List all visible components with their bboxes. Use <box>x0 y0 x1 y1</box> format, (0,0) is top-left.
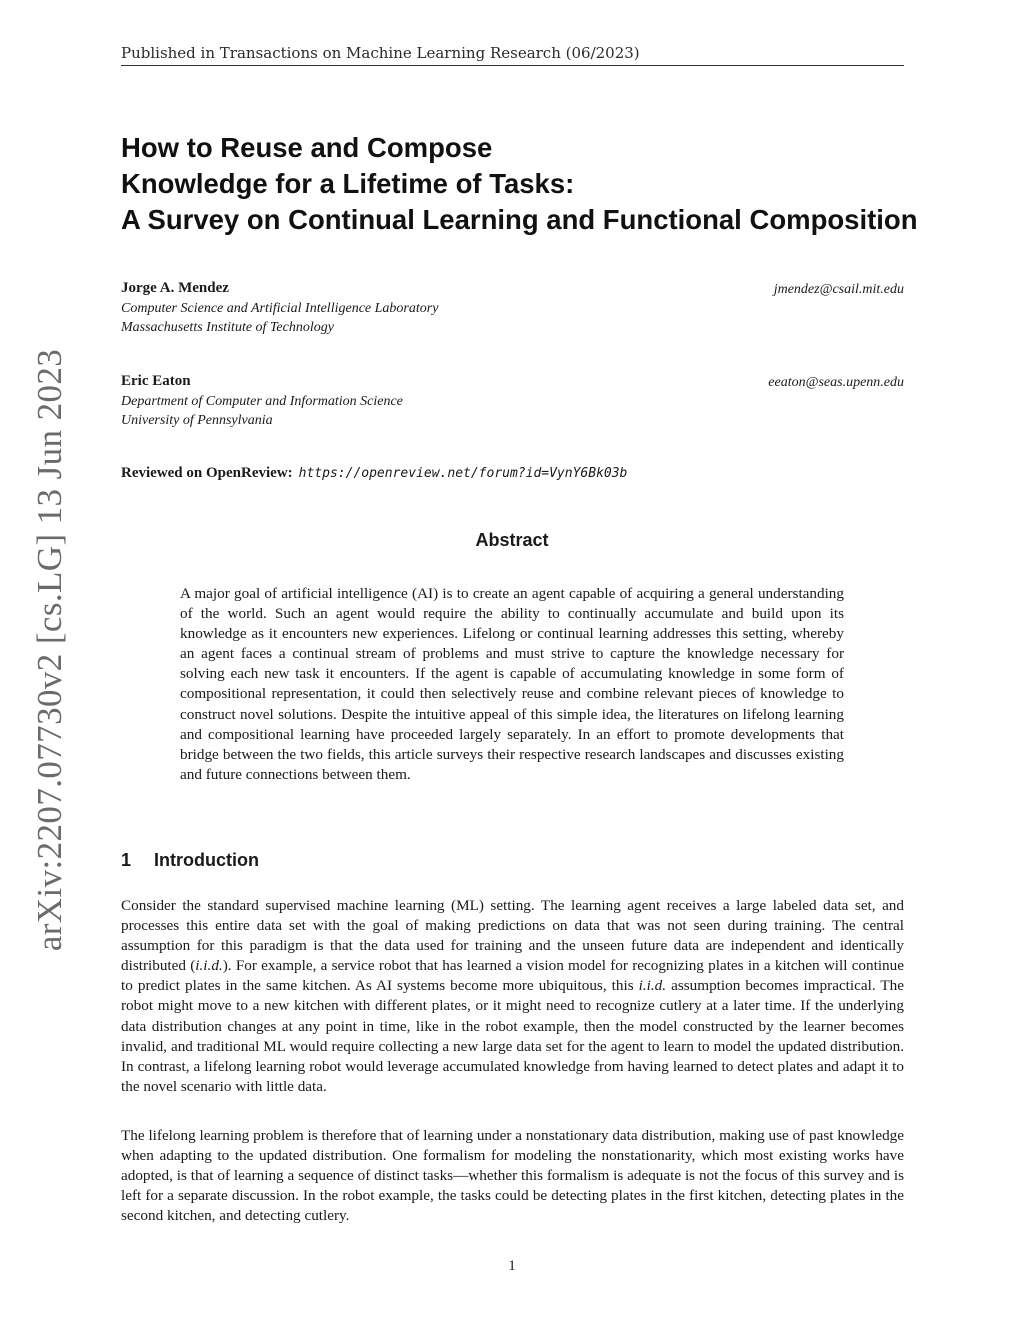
author-name: Jorge A. Mendez <box>121 280 229 296</box>
affiliation-line: Computer Science and Artificial Intelligence Laboratory <box>121 301 439 316</box>
affiliation-line: Department of Computer and Information Science <box>121 394 403 409</box>
running-header: Published in Transactions on Machine Learning Research (06/2023) <box>121 44 640 62</box>
author-email[interactable]: eeaton@seas.upenn.edu <box>768 375 904 390</box>
abstract-heading: Abstract <box>475 530 549 550</box>
author-affiliation <box>121 299 438 337</box>
author-affiliation <box>121 392 403 430</box>
paragraph-text: Consider the standard supervised machine learning (ML) setting. The learning agent receives a large labeled data set, and processes this entire data set with the goal of making predictions on data that was not seen during training. The central assumption for this paradigm is that the data used for training and the unseen future data are independent and identically distributed ( <box>121 897 904 975</box>
title-line-2: Knowledge for a Lifetime of Tasks: <box>121 168 575 199</box>
author-email[interactable]: jmendez@csail.mit.edu <box>773 282 904 297</box>
author-name: Eric Eaton <box>121 373 191 389</box>
paragraph-text: assumption becomes impractical. The robot might move to a new kitchen with different plates, or it might need to recognize cutlery at a later time. If the underlying data distribution changes at any point in time, like in the robot example, then the model constructed by the learner becomes invalid, and traditional ML would require collecting a new large data set for the agent to learn to model the updated distribution. In contrast, a lifelong learning robot would leverage accumulated knowledge from having learned to detect plates and adapt it to the novel scenario with little data. <box>121 977 904 1095</box>
affiliation-line: Massachusetts Institute of Technology <box>121 320 334 335</box>
paragraph-text: ). For example, a service robot that has learned a vision model for recognizing plates in a kitchen will continue to predict plates in the same kitchen. As AI systems become more ubiquitous, this <box>121 957 904 995</box>
arxiv-identifier-stamp: arXiv:2207.07730v2 [cs.LG] 13 Jun 2023 <box>30 348 69 952</box>
section-title: Introduction <box>154 850 259 870</box>
header-rule <box>121 65 904 66</box>
affiliation-line: University of Pennsylvania <box>121 413 273 428</box>
page-number: 1 <box>508 1258 516 1274</box>
review-info <box>121 465 627 482</box>
italic-term: i.i.d. <box>195 957 223 975</box>
italic-term: i.i.d. <box>638 977 667 995</box>
paragraph: The lifelong learning problem is therefore that of learning under a nonstationary data distribution, making use of past knowledge when adapting to the updated distribution. One formalism for modeling the nonstationarity, which most existing works have adopted, is that of learning a sequence of distinct tasks—whether this formalism is adequate is not the focus of this survey and is left for a separate discussion. In the robot example, the tasks could be detecting plates in the first kitchen, detecting plates in the second kitchen, and detecting cutlery. <box>121 1127 904 1225</box>
review-label: Reviewed on OpenReview: <box>121 465 293 481</box>
paper-title <box>121 130 921 238</box>
section-number: 1 <box>121 850 132 870</box>
openreview-link[interactable]: https://openreview.net/forum?id=VynY6Bk03b <box>298 466 628 481</box>
title-line-3: A Survey on Continual Learning and Functional Composition <box>121 204 918 235</box>
title-line-1: How to Reuse and Compose <box>121 132 493 163</box>
abstract-body: A major goal of artificial intelligence (AI) is to create an agent capable of acquiring a general understanding of the world. Such an agent would require the ability to continually accumulate and build upon its knowledge as it encounters new experiences. Lifelong or continual learning addresses this setting, whereby an agent faces a continual stream of problems and must strive to capture the knowledge necessary for solving each new task it encounters. If the agent is capable of accumulating knowledge in some form of compositional representation, it could then selectively reuse and combine relevant pieces of knowledge to construct novel solutions. Despite the intuitive appeal of this simple idea, the literatures on lifelong learning and compositional learning have proceeded largely separately. In an effort to promote developments that bridge between the two fields, this article surveys their respective research landscapes and discusses existing and future connections between them. <box>180 585 844 783</box>
paragraph <box>121 896 904 1097</box>
section-heading <box>121 850 259 871</box>
